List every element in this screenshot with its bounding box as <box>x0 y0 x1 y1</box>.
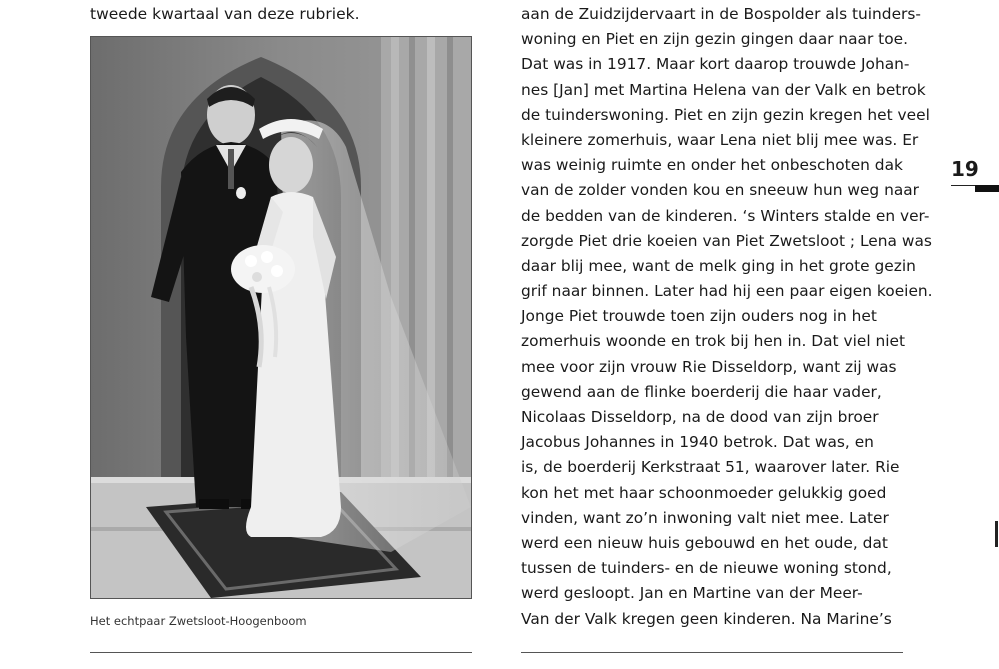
top-text-line: tweede kwartaal van deze rubriek. <box>90 5 360 23</box>
body-text-line: kon het met haar schoonmoeder gelukkig goed <box>521 483 887 502</box>
body-text-line: was weinig ruimte en onder het onbeschoten dak <box>521 156 903 175</box>
body-text-line: zorgde Piet drie koeien van Piet Zwetsloot ; Lena was <box>521 231 932 250</box>
body-text-line: werd gesloopt. Jan en Martine van der Meer- <box>521 584 863 603</box>
body-text-line: daar blij mee, want de melk ging in het grote gezin <box>521 256 916 275</box>
body-text-line: vinden, want zo’n inwoning valt niet mee. Later <box>521 508 889 527</box>
body-text-line: Jacobus Johannes in 1940 betrok. Dat was, en <box>521 433 874 452</box>
body-text-line: is, de boerderij Kerkstraat 51, waarover later. Rie <box>521 458 900 477</box>
body-text-line: woning en Piet en zijn gezin gingen daar naar toe. <box>521 30 908 49</box>
body-text-line: nes [Jan] met Martina Helena van der Valk en betrok <box>521 80 926 99</box>
body-text-line: Nicolaas Disseldorp, na de dood van zijn broer <box>521 408 879 426</box>
page-number-bar <box>975 185 999 192</box>
body-text-line: gewend aan de flinke boerderij die haar vader, <box>521 382 882 401</box>
wedding-photo <box>90 36 472 599</box>
page-number: 19 <box>951 157 979 181</box>
body-text-column <box>521 2 933 632</box>
right-column-bottom-rule <box>521 652 903 653</box>
body-text-line: mee voor zijn vrouw Rie Disseldorp, want zij was <box>521 357 897 376</box>
body-text-line: Van der Valk kregen geen kinderen. Na Marine’s <box>521 609 892 628</box>
page-number-underline <box>951 185 975 186</box>
body-text-line: zomerhuis woonde en trok bij hen in. Dat viel niet <box>521 332 906 351</box>
body-text-line: tussen de tuinders- en de nieuwe woning stond, <box>521 559 892 578</box>
body-text-line: Jonge Piet trouwde toen zijn ouders nog in het <box>521 307 877 326</box>
body-text-line: van de zolder vonden kou en sneeuw hun weg naar <box>521 181 920 200</box>
body-text-line: aan de Zuidzijdervaart in de Bospolder als tuinders- <box>521 5 921 23</box>
body-text-line: kleinere zomerhuis, waar Lena niet blij mee was. Er <box>521 130 919 149</box>
body-text-line: de bedden van de kinderen. ‘s Winters stalde en ver- <box>521 206 930 225</box>
body-text-line: Dat was in 1917. Maar kort daarop trouwde Johan- <box>521 55 910 74</box>
left-column-bottom-rule <box>90 652 472 653</box>
body-text-line: werd een nieuw huis gebouwd en het oude, dat <box>521 533 888 552</box>
body-text-line: grif naar binnen. Later had hij een paar eigen koeien. <box>521 282 933 301</box>
body-text-line: de tuinderswoning. Piet en zijn gezin kregen het veel <box>521 105 930 124</box>
page-edge-mark <box>995 521 998 547</box>
photo-caption: Het echtpaar Zwetsloot-Hoogenboom <box>90 614 307 628</box>
